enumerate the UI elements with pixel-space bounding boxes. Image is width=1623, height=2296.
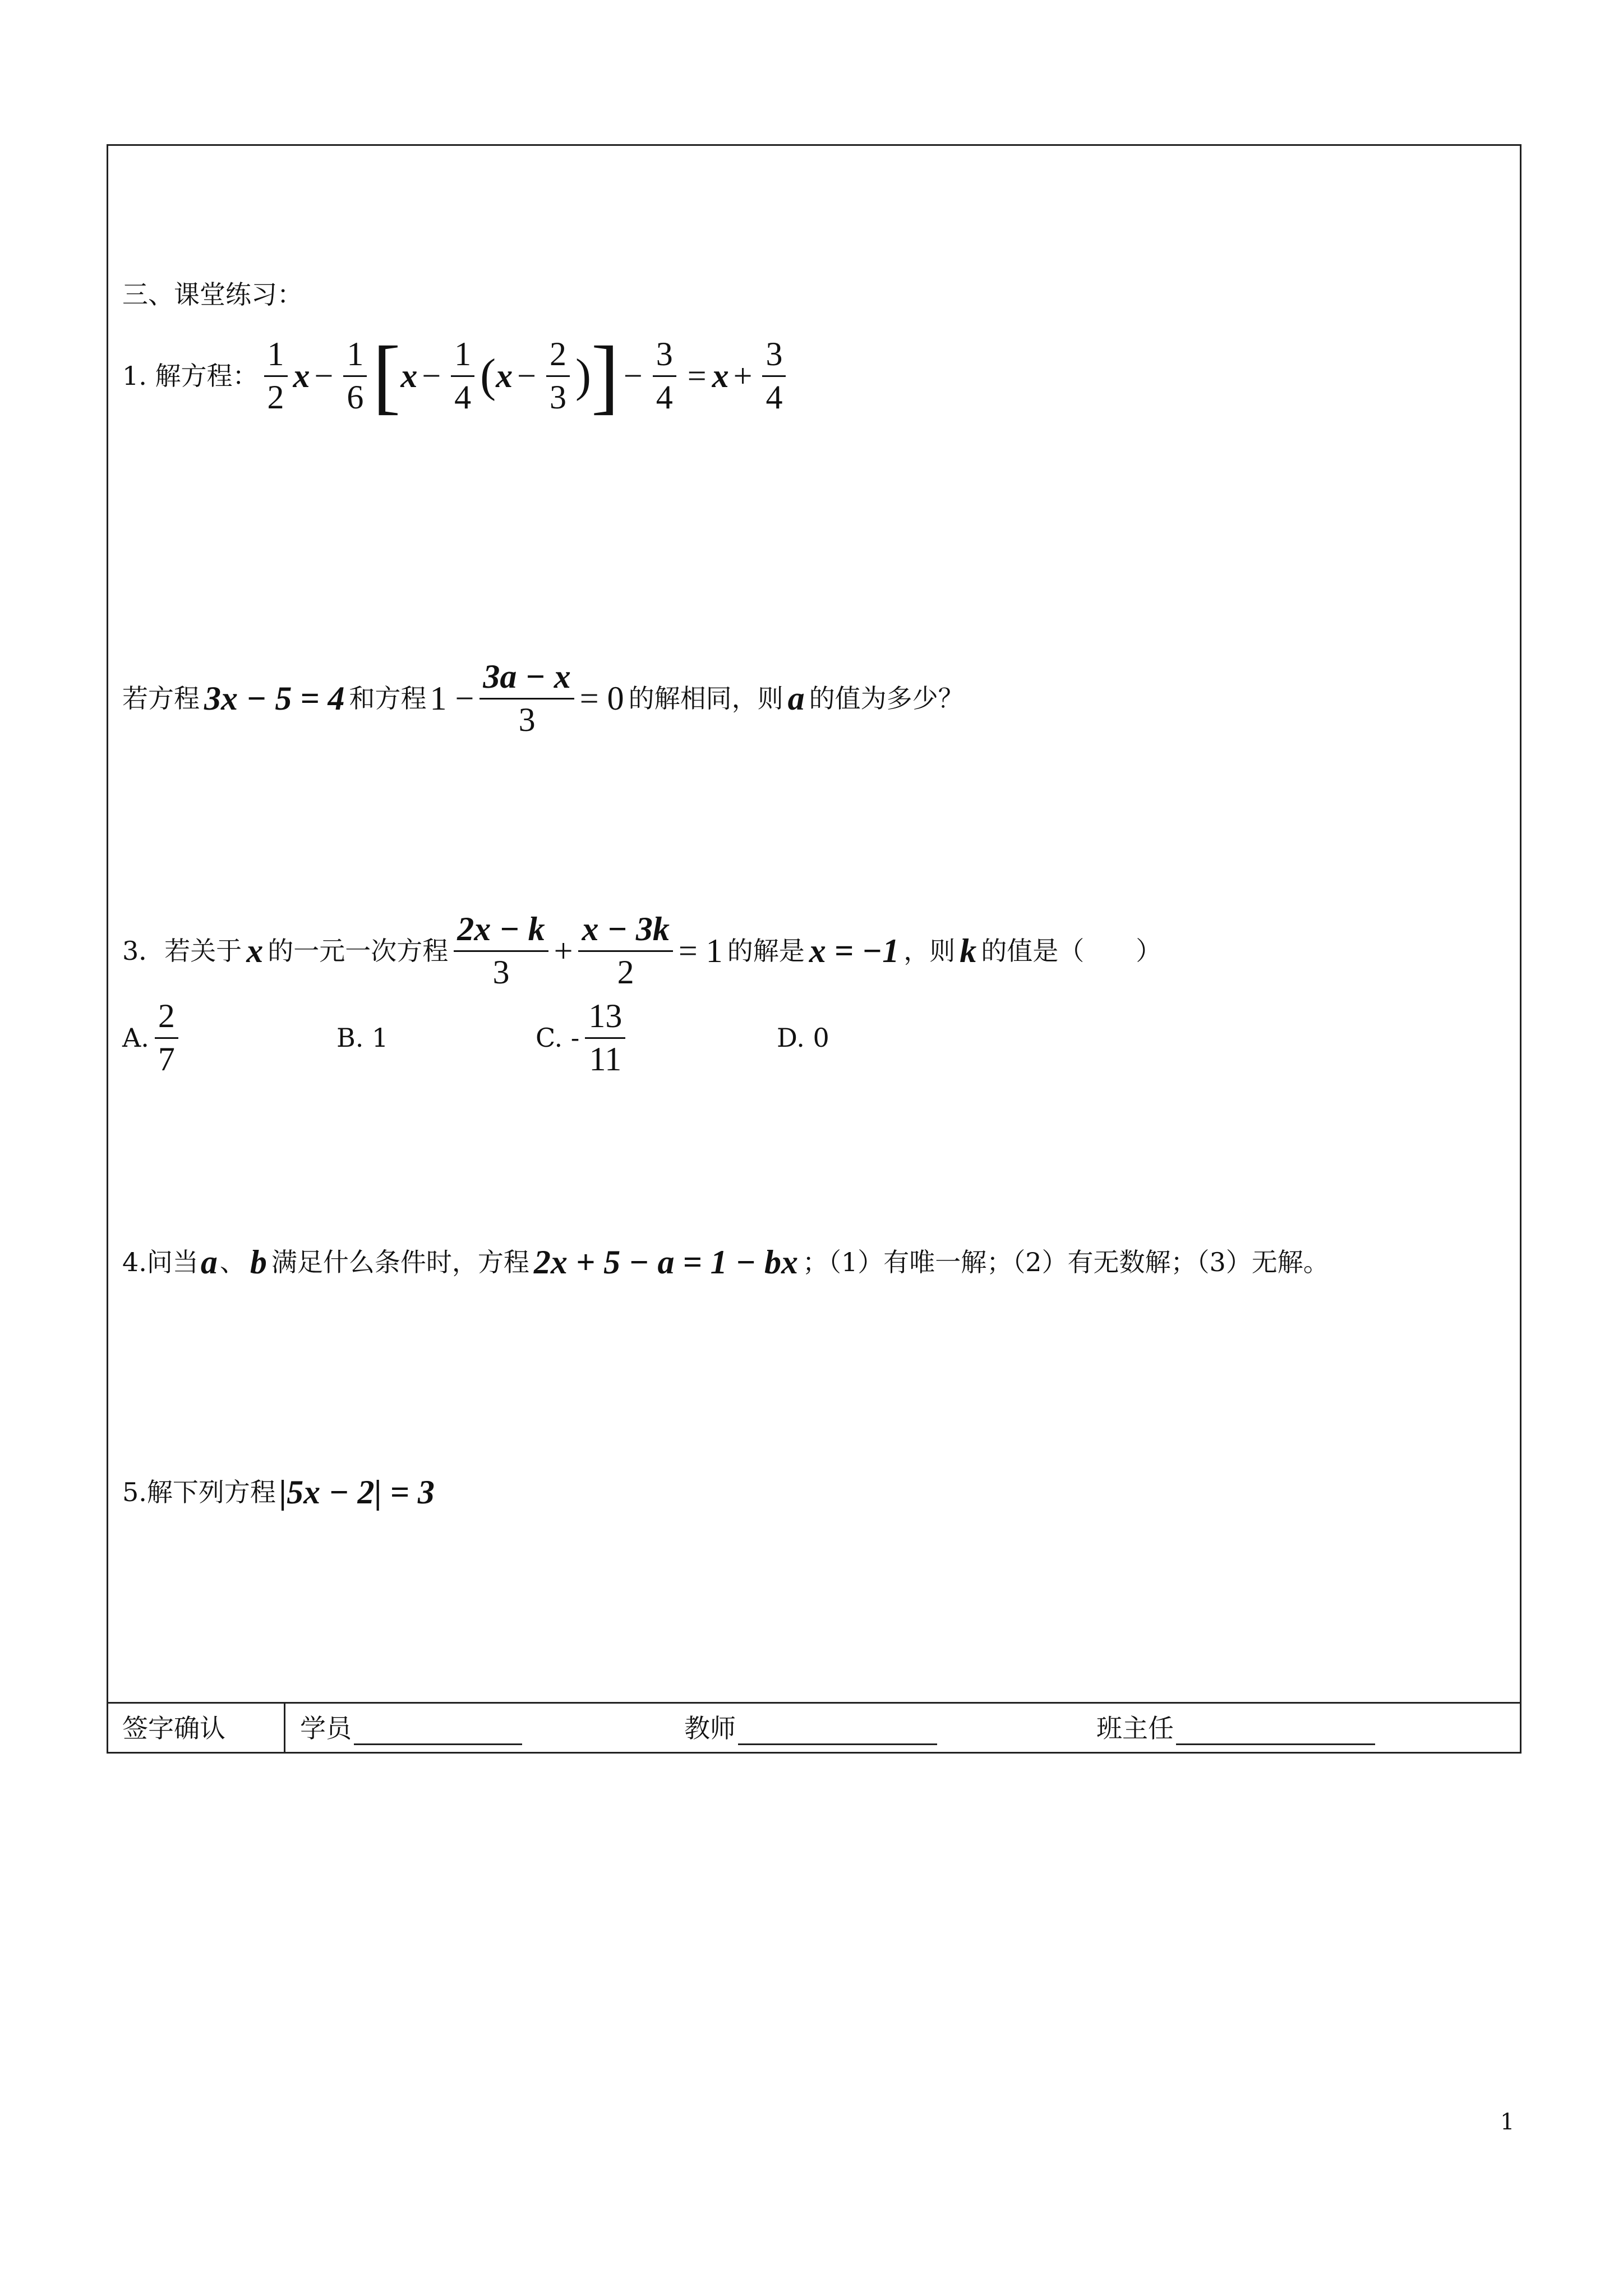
student-signature-line[interactable]	[354, 1719, 522, 1745]
q3-option-d: D. 0	[777, 1023, 829, 1053]
question-5: 5.解下列方程 |5x − 2| = 3	[122, 1474, 435, 1511]
student-signature: 学员	[300, 1711, 522, 1745]
head-teacher-signature-line[interactable]	[1176, 1719, 1375, 1745]
signature-label: 签字确认	[122, 1713, 225, 1743]
head-teacher-signature: 班主任	[1096, 1711, 1375, 1745]
q3-option-a-fraction: $\frac{2}{7}$	[155, 999, 178, 1076]
q2-fraction: $\frac{3a - x}{3}$	[479, 660, 574, 737]
q3-fraction-1: $\frac{2x - k}{3}$	[454, 912, 548, 989]
q1-prefix: 1. 解方程：	[122, 361, 259, 391]
q1-equation: $\frac{1}{2}$ x − $\frac{1}{6}$ [ x − $\frac{1}{4}$ ( x − $\frac{2}{3}$ ) ] − $\frac{3}{4}$ = x + $\frac{3}{4}$	[259, 334, 792, 418]
q1-frac-4: $\frac{2}{3}$	[546, 337, 570, 414]
q1-frac-1: $\frac{1}{2}$	[264, 337, 288, 414]
signature-divider	[284, 1704, 285, 1754]
q3-option-c-fraction: $\frac{13}{11}$	[585, 999, 625, 1076]
q1-frac-3: $\frac{1}{4}$	[451, 337, 474, 414]
q1-frac-2: $\frac{1}{6}$	[343, 337, 367, 414]
q3-fraction-2: $\frac{x - 3k}{2}$	[578, 912, 672, 989]
q1-frac-5: $\frac{3}{4}$	[653, 337, 676, 414]
q3-option-c: C. - $\frac{13}{11}$	[536, 996, 631, 1080]
signature-row	[107, 1702, 1521, 1754]
teacher-signature: 教师	[684, 1711, 937, 1745]
teacher-signature-line[interactable]	[738, 1719, 937, 1745]
q1-frac-6: $\frac{3}{4}$	[762, 337, 786, 414]
page-number: 1	[1500, 2109, 1515, 2135]
question-3: 3．若关于 x 的一元一次方程 $\frac{2x - k}{3}$ + $\frac{x - 3k}{2}$ = 1 的解是 x = −1 ，则 k 的值是（ ）	[122, 910, 1162, 991]
q3-option-b: B. 1	[336, 1023, 389, 1053]
question-4: 4.问当 a 、 b 满足什么条件时，方程 2x + 5 − a = 1 − bx ；（1）有唯一解；（2）有无数解；（3）无解。	[122, 1244, 1329, 1281]
q3-option-a: A. $\frac{2}{7}$	[122, 996, 184, 1080]
question-2: 若方程 3x − 5 = 4 和方程 1 − $\frac{3a - x}{3}$ = 0 的解相同，则 a 的值为多少？	[122, 658, 964, 738]
section-title: 三、课堂练习：	[122, 279, 303, 310]
question-1	[122, 328, 791, 424]
